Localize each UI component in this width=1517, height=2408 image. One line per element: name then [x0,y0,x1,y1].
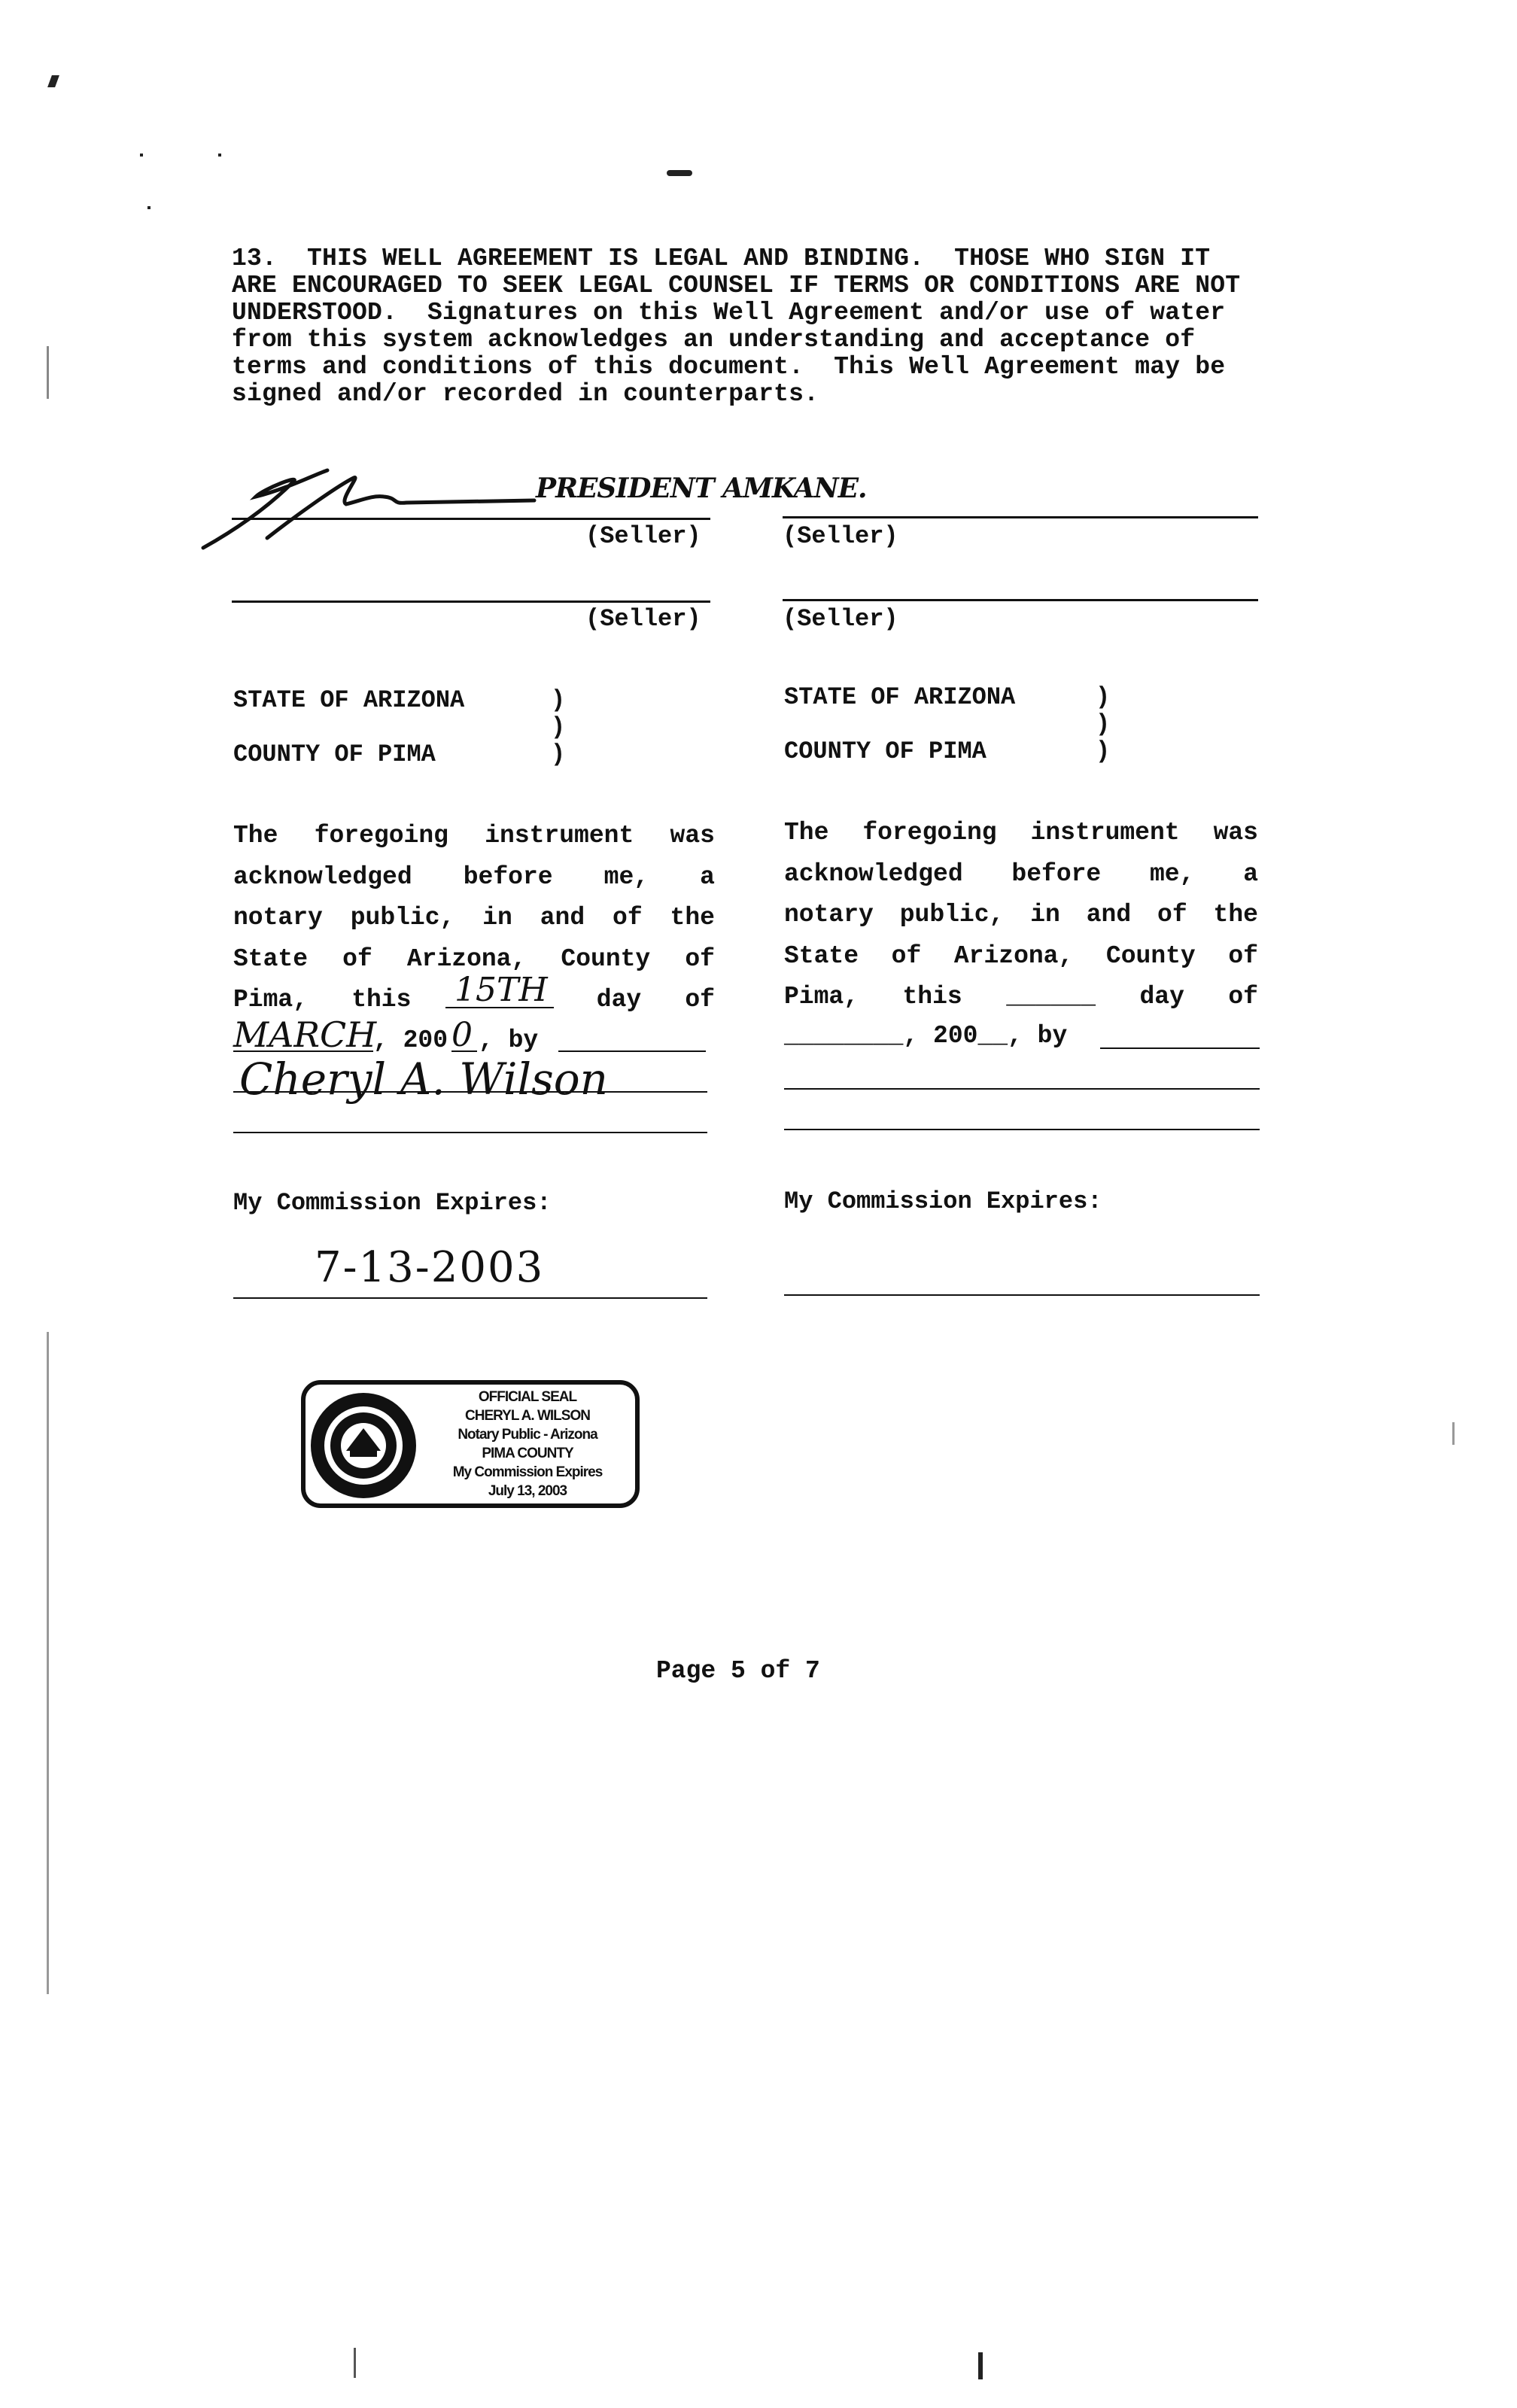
ack-line: notary public, in and of the [233,904,715,932]
ack-line: Pima, this ______ day of [784,983,1258,1011]
ack-line: Pima, this day of [233,986,715,1014]
year-blank-line [451,1050,477,1052]
day-blank-line [445,1007,554,1008]
blank-line [233,1091,707,1093]
scan-speck [147,206,150,209]
blank-line [784,1129,1260,1130]
by-blank-line [558,1050,706,1052]
ack-line: The foregoing instrument was [784,819,1258,847]
clause-line: terms and conditions of this document. This Well Agreement may be [232,353,1226,381]
handwritten-year-digit: 0 [451,1016,473,1054]
scan-speck [47,75,59,87]
clause-line: signed and/or recorded in counterparts. [232,380,819,408]
commission-label: My Commission Expires: [784,1187,1102,1215]
bracket: ) [1096,683,1111,711]
clause-line: from this system acknowledges an understanding and acceptance of [232,326,1196,354]
bracket: ) [551,740,566,768]
scan-mark [354,2348,356,2378]
commission-label: My Commission Expires: [233,1189,552,1217]
handwritten-title: PRESIDENT AMKANE. [536,473,867,504]
seller-signature-line [783,599,1258,601]
ack-line: State of Arizona, County of [784,941,1258,970]
scan-mark [978,2352,983,2379]
scan-mark [47,1332,49,1994]
by-blank-line [1100,1047,1260,1049]
bracket: ) [1096,710,1111,738]
commission-line [784,1294,1260,1296]
by-label: , by [479,1026,539,1054]
state-label: STATE OF ARIZONA [784,683,1016,711]
date-by-line: ________, 200__, by [784,1022,1068,1050]
seller-signature-line [232,600,710,603]
ack-line: notary public, in and of the [784,901,1258,929]
scan-speck [667,170,692,176]
blank-line [233,1132,707,1133]
clause-line: UNDERSTOOD. Signatures on this Well Agreement and/or use of water [232,299,1226,327]
scan-mark [1452,1422,1455,1445]
seller-signature-line [783,516,1258,518]
official-seal-stamp [301,1380,640,1508]
bracket: ) [551,686,566,714]
county-label: COUNTY OF PIMA [233,740,436,768]
scan-mark [47,346,49,399]
seller-label: (Seller) [783,522,898,550]
ack-line: State of Arizona, County of [233,944,715,973]
state-label: STATE OF ARIZONA [233,686,465,714]
clause-line: 13. THIS WELL AGREEMENT IS LEGAL AND BINDING. THOSE WHO SIGN IT [232,245,1211,272]
arizona-seal-icon [309,1391,418,1500]
blank-line [784,1088,1260,1090]
scan-speck [218,154,221,157]
clause-line: ARE ENCOURAGED TO SEEK LEGAL COUNSEL IF TERMS OR CONDITIONS ARE NOT [232,272,1241,299]
page-number: Page 5 of 7 [656,1657,820,1685]
seller-label: (Seller) [783,605,898,633]
handwritten-day: 15TH [454,971,548,1009]
notary-signature: Cheryl A. Wilson [239,1054,609,1105]
bracket: ) [551,713,566,741]
scan-speck [140,154,143,157]
commission-date-handwritten: 7-13-2003 [315,1243,545,1292]
ack-line: acknowledged before me, a [784,859,1258,888]
commission-line [233,1297,707,1299]
handwritten-month: MARCH [233,1014,377,1055]
county-label: COUNTY OF PIMA [784,737,987,765]
bracket: ) [1096,737,1111,765]
seller-label: (Seller) [585,522,701,550]
acknowledgment-text [784,813,1258,1018]
year-prefix: , 200 [373,1026,448,1054]
seller-label: (Seller) [585,605,701,633]
ack-line: acknowledged before me, a [233,862,715,891]
ack-line: The foregoing instrument was [233,822,715,850]
seal-text: OFFICIAL SEAL CHERYL A. WILSON Notary Public - Arizona PIMA COUNTY My Commission Expires July 13, 2003 [452,1389,603,1499]
month-blank-line [233,1050,373,1052]
clause-13-paragraph [232,245,1258,408]
seller-signature-line [232,518,710,520]
